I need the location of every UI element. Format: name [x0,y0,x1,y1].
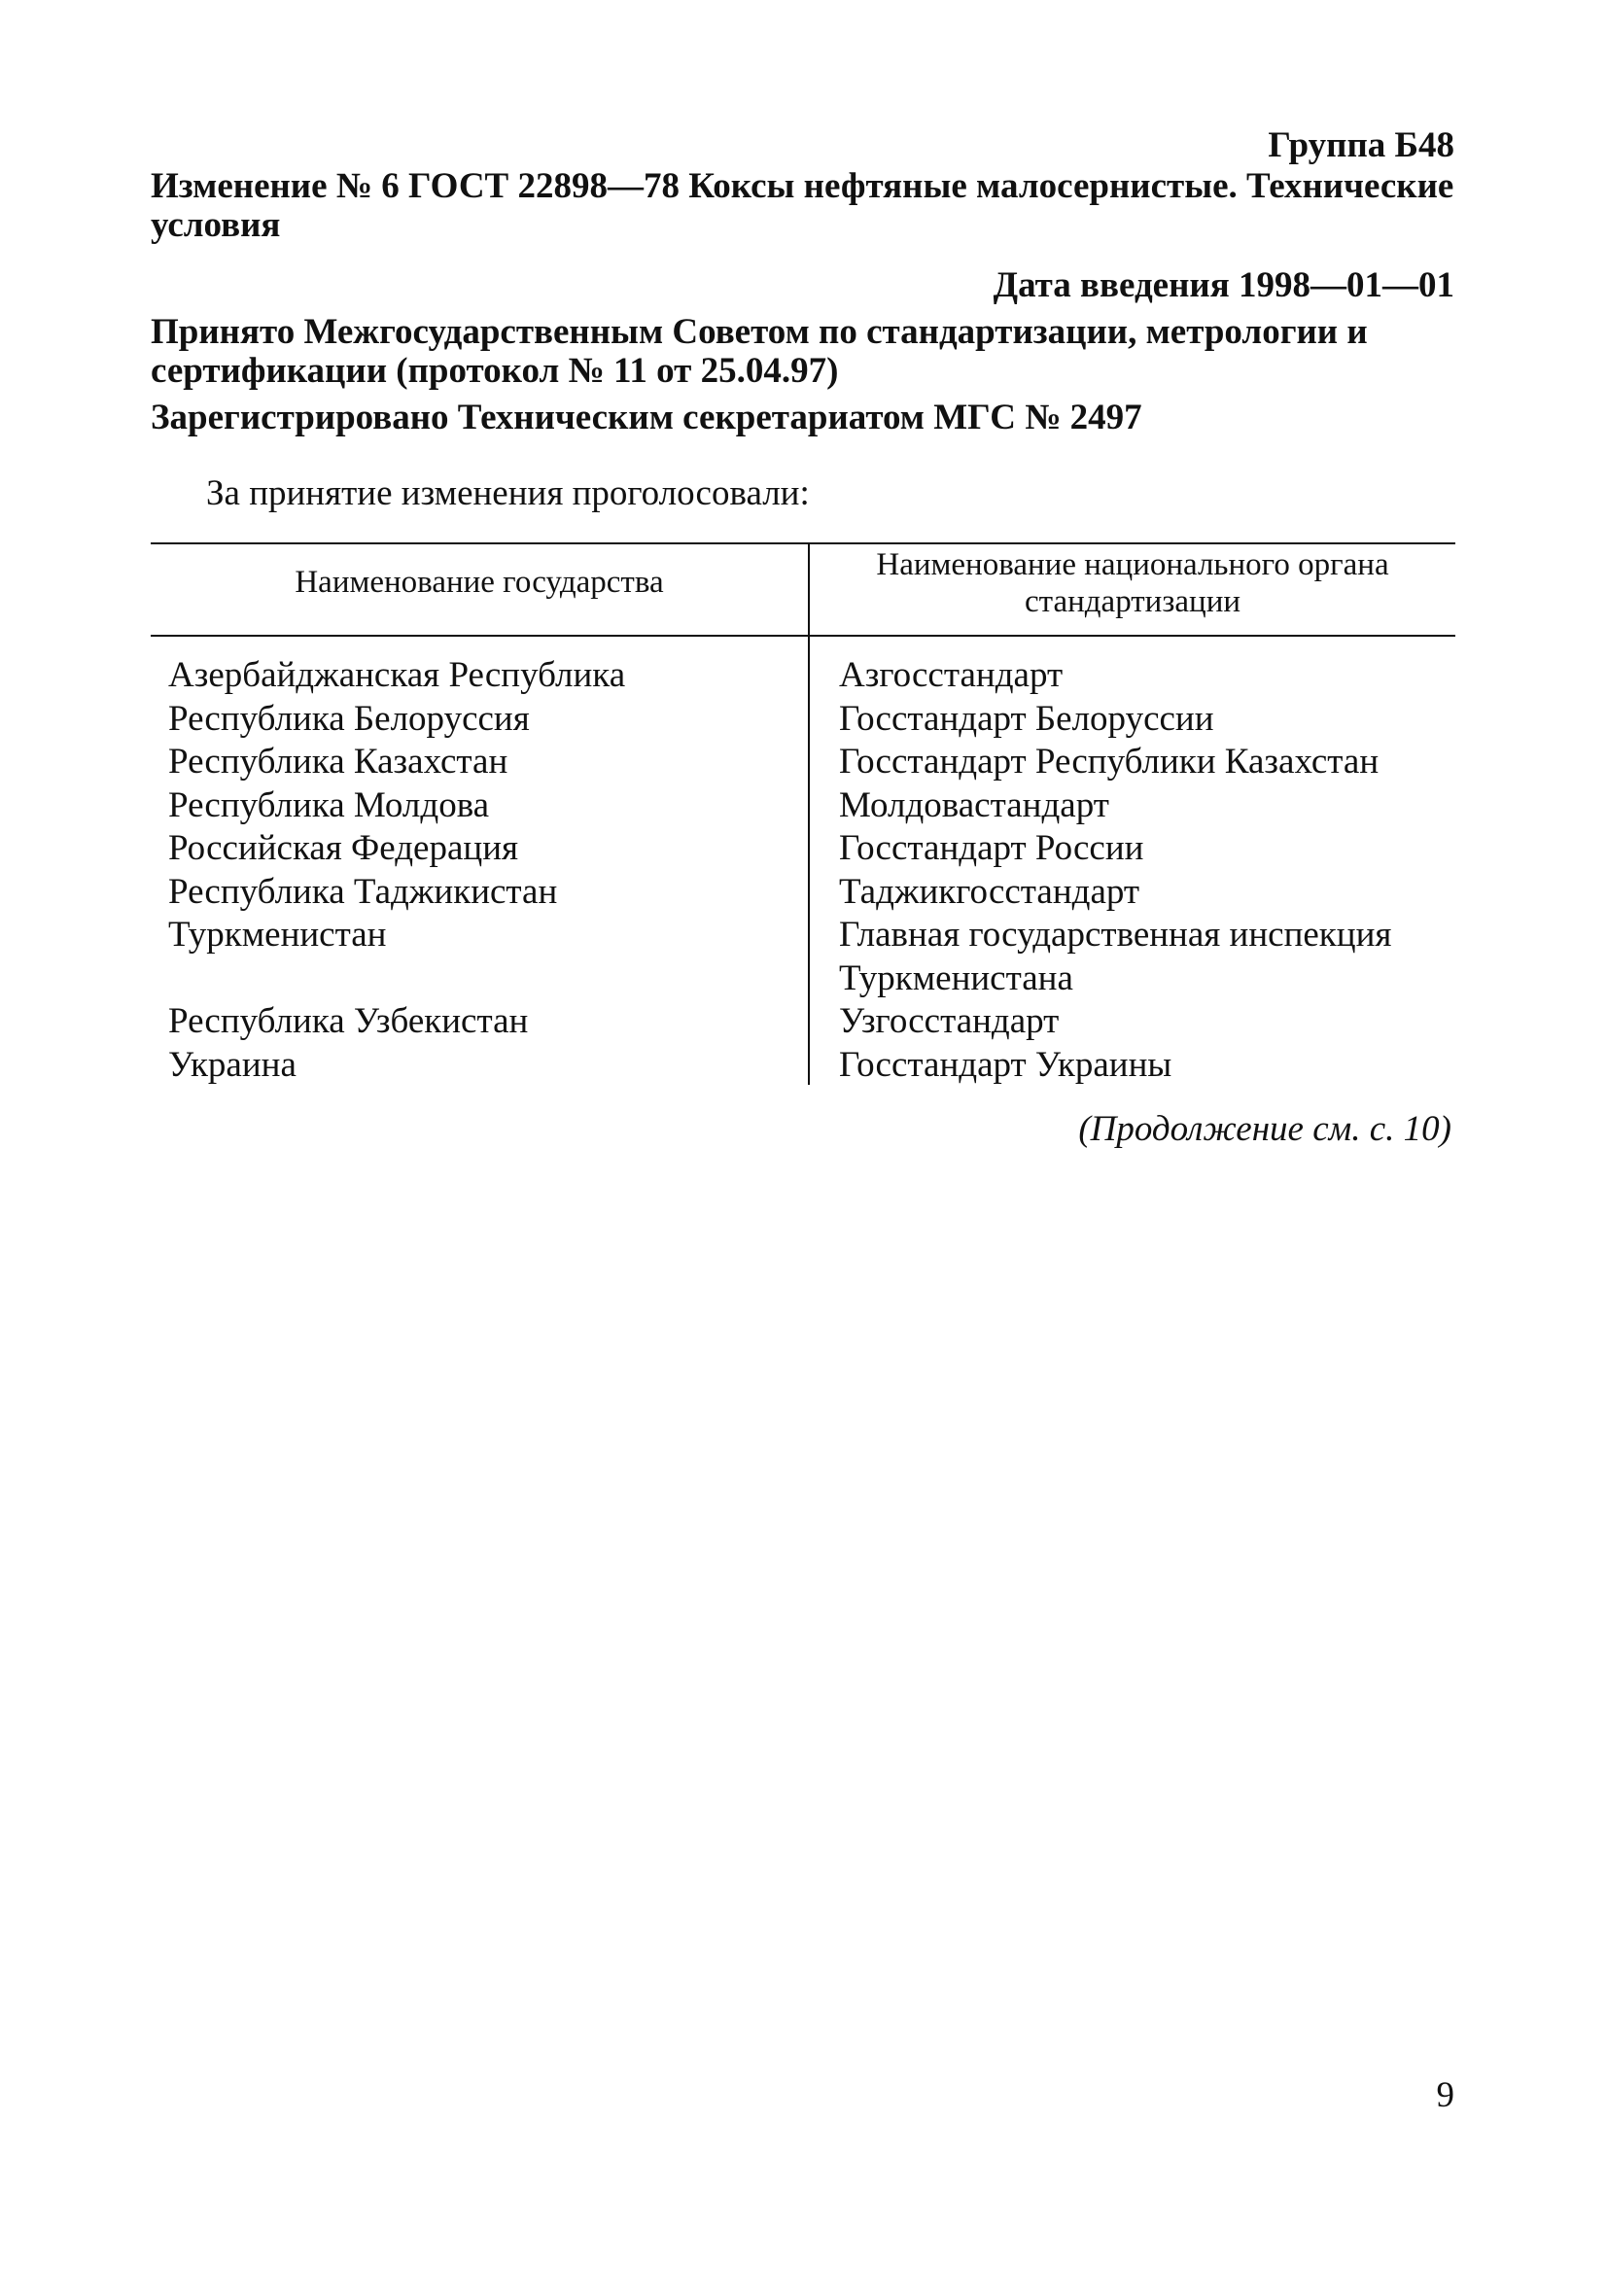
group-label: Группа Б48 [1268,125,1454,165]
table-cell-state: Республика Белоруссия [168,698,530,739]
table-cell-state: Российская Федерация [168,828,519,868]
table-cell-standards-body: Госстандарт Республики Казахстан [839,742,1380,782]
table-cell-state: Республика Молдова [168,784,490,825]
table-cell-standards-body: Узгосстандарт [839,1001,1060,1041]
introduction-date: Дата введения 1998—01—01 [993,265,1454,305]
table-top-rule [151,542,1455,544]
standards-body-column [839,654,1453,1087]
table-cell-standards-body: Азгосстандарт [839,655,1064,695]
table-column-divider [808,542,810,1085]
table-cell-state: Украина [168,1044,297,1085]
column-header-state: Наименование государства [295,565,664,600]
table-cell-standards-body: Госстандарт России [839,828,1144,868]
table-cell-state: Республика Таджикистан [168,871,558,912]
registration-statement: Зарегистрировано Техническим секретариатом МГС № 2497 [151,398,1142,437]
table-cell-state: Азербайджанская Республика [168,655,626,695]
adoption-statement: Принято Межгосударственным Советом по стандартизации, метрологии и сертификации (протокол № 11 от 25.04.97) [151,312,1368,391]
table-cell-standards-body: Таджикгосстандарт [839,871,1140,912]
table-header-rule [151,635,1455,637]
table-cell-standards-body: Молдовастандарт [839,784,1109,825]
column-header-standards-body: Наименование национального органа стандартизации [876,547,1389,619]
table-cell-standards-body: Госстандарт Белоруссии [839,698,1214,739]
voting-intro: За принятие изменения проголосовали: [206,473,810,513]
table-cell-standards-body: Главная государственная инспекция Туркменистана [839,915,1392,998]
continuation-note: (Продолжение см. с. 10) [1078,1109,1451,1149]
table-cell-state: Туркменистан [168,915,387,955]
table-cell-standards-body: Госстандарт Украины [839,1044,1172,1085]
document-title: Изменение № 6 ГОСТ 22898—78 Коксы нефтяные малосернистые. Технические условия [151,166,1454,245]
page-number: 9 [1436,2075,1454,2115]
table-cell-state: Республика Казахстан [168,742,508,782]
table-cell-state: Республика Узбекистан [168,1001,529,1041]
state-column [168,654,800,1087]
